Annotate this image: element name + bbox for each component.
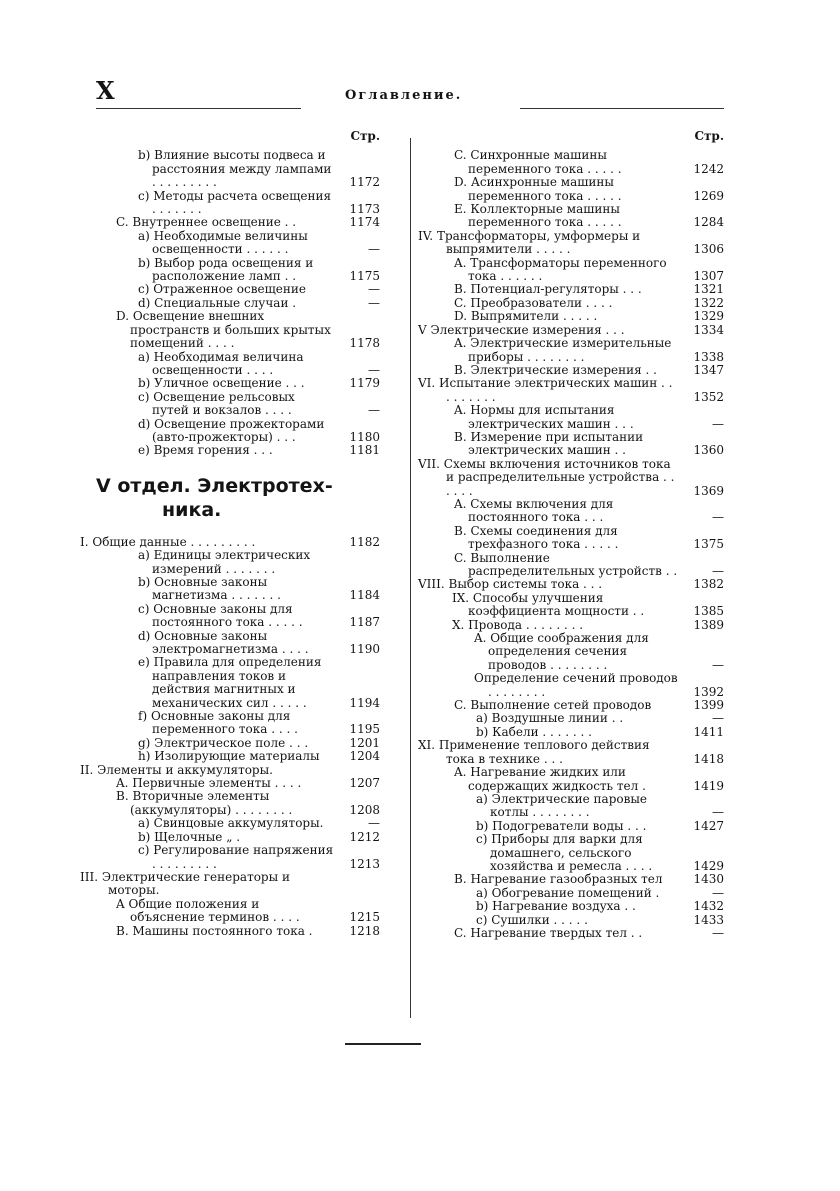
toc-entry xyxy=(418,927,724,940)
toc-entry xyxy=(80,925,380,938)
toc-entry-page: 1195 xyxy=(349,722,380,737)
toc-entry xyxy=(80,377,380,390)
toc-entry xyxy=(418,712,724,725)
toc-entry-page: 1385 xyxy=(693,604,724,619)
toc-entry-title: A. Электрические измерительные приборы . . . . . . . . xyxy=(454,336,672,364)
toc-entry-title: c) Методы расчета освещения . . . . . . . xyxy=(138,188,332,217)
section-title xyxy=(80,474,380,522)
toc-entry xyxy=(80,630,380,657)
toc-entry xyxy=(418,297,724,310)
toc-entry-page: 1382 xyxy=(693,577,724,592)
toc-entry-title: C. Внутреннее освещение . . xyxy=(116,215,297,230)
toc-entry xyxy=(418,176,724,203)
toc-entry-title: B. Машины постоянного тока . xyxy=(116,923,313,938)
toc-entry-title: c) Приборы для варки для домашнего, сельского хозяйства и ремесла . . . . xyxy=(476,832,653,873)
toc-entry-title: C. Нагревание твердых тел . . xyxy=(454,925,643,940)
toc-entry-page: 1418 xyxy=(693,751,724,766)
column-divider xyxy=(410,138,411,1018)
toc-entry-title: C. Выполнение сетей проводов xyxy=(454,698,652,713)
toc-entry-page: 1172 xyxy=(349,175,380,190)
toc-right-column xyxy=(418,130,724,940)
toc-entry-page: 1322 xyxy=(693,295,724,310)
toc-entry-title: V Электрические измерения . . . xyxy=(418,322,625,337)
toc-entry-page: 1204 xyxy=(349,749,380,764)
toc-entry-page: 1190 xyxy=(349,642,380,656)
toc-entry-title: c) Основные законы для постоянного тока . . . . . xyxy=(138,601,303,630)
toc-entry-page: 1181 xyxy=(349,443,380,458)
page-number: X xyxy=(96,76,115,105)
toc-entry-title: a) Обогревание помещений . xyxy=(476,885,660,900)
toc-entry-page: 1174 xyxy=(349,215,380,230)
column-heading: Стр. xyxy=(694,129,724,143)
toc-entry-page: 1307 xyxy=(693,269,724,284)
toc-entry-title: a) Свинцовые аккумуляторы. xyxy=(138,816,324,831)
toc-entry-page: 1347 xyxy=(693,362,724,377)
toc-entry xyxy=(418,578,724,591)
toc-entry xyxy=(80,190,380,217)
toc-entry-page: 1433 xyxy=(693,912,724,927)
toc-entry xyxy=(418,726,724,739)
toc-entry xyxy=(418,310,724,323)
toc-entry xyxy=(80,283,380,296)
toc-entry-title: C. Преобразователи . . . . xyxy=(454,295,613,310)
toc-entry-title: A. Первичные элементы . . . . xyxy=(116,776,302,791)
toc-entry-title: b) Щелочные „ . xyxy=(138,829,241,844)
toc-entry-title: VI. Испытание электрических машин . . . . . . . . . xyxy=(418,376,673,404)
toc-entry xyxy=(418,283,724,296)
toc-entry-title: B. Схемы соединения для трехфазного тока . . . . . xyxy=(454,523,619,552)
toc-entry-page: 1429 xyxy=(693,858,724,873)
toc-entry xyxy=(80,764,380,777)
toc-entry-page: 1419 xyxy=(693,778,724,793)
toc-entry xyxy=(418,900,724,913)
toc-entry-page: 1175 xyxy=(349,269,380,284)
toc-entry-page: 1242 xyxy=(693,161,724,176)
column-heading: Стр. xyxy=(350,129,380,143)
toc-entry-page: 1218 xyxy=(349,923,380,938)
toc-entry-page: 1306 xyxy=(693,242,724,257)
toc-entry xyxy=(80,257,380,284)
toc-entry xyxy=(418,149,724,176)
toc-entry-title: d) Основные законы электромагнетизма . . . . xyxy=(138,628,309,656)
toc-entry xyxy=(80,603,380,630)
toc-entry-title: II. Элементы и аккумуляторы. xyxy=(80,762,273,777)
toc-entry-page: — xyxy=(712,885,724,900)
toc-entry-title: IV. Трансформаторы, умформеры и выпрямители . . . . . xyxy=(418,228,641,257)
toc-entries-right xyxy=(418,149,724,940)
toc-entry xyxy=(80,831,380,844)
toc-entry-title: b) Подогреватели воды . . . xyxy=(476,818,647,833)
toc-entry-title: A. Нагревание жидких или содержащих жидкость тел . xyxy=(454,765,646,793)
toc-entry-page: 1207 xyxy=(349,776,380,791)
toc-entry xyxy=(418,766,724,793)
toc-entry-page: 1173 xyxy=(349,202,380,217)
toc-entry-page: 1215 xyxy=(349,910,380,925)
toc-left-column xyxy=(80,130,380,938)
toc-entry xyxy=(418,203,724,230)
toc-entry-title: b) Выбор рода освещения и расположение ламп . . xyxy=(138,255,314,284)
toc-entry-title: Определение сечений проводов . . . . . . . . xyxy=(474,671,678,699)
toc-entry xyxy=(418,699,724,712)
toc-entry xyxy=(418,377,724,404)
toc-entry xyxy=(80,750,380,763)
toc-entry-title: e) Время горения . . . xyxy=(138,443,273,458)
toc-entry-page: 1213 xyxy=(349,856,380,871)
toc-entry-page: 1182 xyxy=(349,534,380,549)
toc-entry xyxy=(80,844,380,871)
toc-entry-page: 1329 xyxy=(693,309,724,324)
toc-entry xyxy=(80,777,380,790)
toc-entry-title: b) Уличное освещение . . . xyxy=(138,376,305,391)
toc-entry xyxy=(418,873,724,886)
toc-entry-page: 1411 xyxy=(693,724,724,739)
toc-entry-title: D. Выпрямители . . . . . xyxy=(454,309,598,324)
bottom-rule xyxy=(345,1043,421,1045)
toc-entries-left xyxy=(80,149,380,938)
toc-entry-page: 1178 xyxy=(349,336,380,351)
toc-entry xyxy=(418,498,724,525)
toc-entry xyxy=(80,549,380,576)
toc-entry xyxy=(80,871,380,898)
toc-entry-page: 1352 xyxy=(693,389,724,404)
toc-entry-title: g) Электрическое поле . . . xyxy=(138,735,309,750)
toc-entry xyxy=(418,257,724,284)
toc-entry-page: 1360 xyxy=(693,443,724,458)
toc-entry-title: B. Вторичные элементы (аккумуляторы) . . . . . . . . xyxy=(116,789,293,817)
toc-entry xyxy=(80,898,380,925)
toc-entry-title: I. Общие данные . . . . . . . . . xyxy=(80,534,256,549)
toc-entry xyxy=(418,592,724,619)
toc-entry-title: A. Схемы включения для постоянного тока . . . xyxy=(454,496,614,525)
toc-entry-page: — xyxy=(712,564,724,578)
toc-entry-title: IX. Способы улучшения коэффициента мощности . . xyxy=(452,590,645,619)
toc-entry-title: VIII. Выбор системы тока . . . xyxy=(418,577,603,592)
toc-entry-page: — xyxy=(712,925,724,940)
toc-entry-page: 1201 xyxy=(349,735,380,750)
toc-entry-title: B. Измерение при испытании электрических машин . . xyxy=(454,429,644,458)
toc-entry-title: D. Асинхронные машины переменного тока . . . . . xyxy=(454,175,622,203)
toc-entry-title: a) Воздушные линии . . xyxy=(476,711,624,726)
toc-entry-page: 1334 xyxy=(693,322,724,337)
toc-entry xyxy=(418,431,724,458)
toc-entry-title: f) Основные законы для переменного тока . . . . xyxy=(138,709,298,737)
toc-entry xyxy=(418,914,724,927)
toc-entry-title: h) Изолирующие материалы xyxy=(138,749,320,764)
toc-entry-title: A Общие положения и объяснение терминов . . . . xyxy=(116,896,300,925)
toc-entry-page: 1284 xyxy=(693,215,724,230)
toc-entry-title: c) Сушилки . . . . . xyxy=(476,912,588,927)
toc-entry xyxy=(418,458,724,498)
toc-entry-title: C. Выполнение распределительных устройств . . xyxy=(454,550,678,578)
toc-entry-page: 1430 xyxy=(693,872,724,887)
toc-entry-title: III. Электрические генераторы и моторы. xyxy=(80,869,290,898)
toc-entry-title: b) Влияние высоты подвеса и расстояния между лампами . . . . . . . . . xyxy=(138,148,332,190)
toc-entry-title: a) Электрические паровые котлы . . . . . . . . xyxy=(476,791,648,820)
toc-entry xyxy=(418,552,724,579)
toc-entry-title: b) Основные законы магнетизма . . . . . . . xyxy=(138,574,281,603)
toc-entry xyxy=(80,737,380,750)
toc-entry-title: X. Провода . . . . . . . . xyxy=(452,617,584,632)
toc-entry-page: — xyxy=(712,805,724,820)
toc-entry-page: 1187 xyxy=(349,615,380,630)
toc-entry xyxy=(418,337,724,364)
toc-entry xyxy=(418,619,724,632)
toc-entry-page: — xyxy=(712,711,724,726)
toc-entry-page: — xyxy=(712,657,724,672)
toc-entry-page: 1432 xyxy=(693,899,724,914)
toc-entry-title: c) Регулирование напряжения . . . . . . . . . xyxy=(138,843,334,871)
toc-entry-page: 1399 xyxy=(693,698,724,713)
toc-entry xyxy=(80,576,380,603)
toc-entry-title: c) Освещение рельсовых путей и вокзалов . . . . xyxy=(138,389,295,418)
toc-entry-page: — xyxy=(368,242,380,257)
toc-entry xyxy=(80,297,380,310)
toc-entry xyxy=(80,149,380,189)
toc-entry-title: C. Синхронные машины переменного тока . . . . . xyxy=(454,148,622,176)
toc-entry-page: — xyxy=(368,295,380,310)
toc-entry-page: 1427 xyxy=(693,818,724,833)
toc-entry-title: B. Потенциал-регуляторы . . . xyxy=(454,282,642,297)
toc-entry xyxy=(80,444,380,457)
toc-entry-page: 1269 xyxy=(693,188,724,203)
toc-entry-page: 1184 xyxy=(349,588,380,603)
toc-entry-title: A. Общие соображения для определения сечения проводов . . . . . . . . xyxy=(474,631,649,672)
toc-entry xyxy=(80,790,380,817)
toc-entry xyxy=(80,351,380,378)
toc-entry-page: 1180 xyxy=(349,429,380,444)
toc-entry-page: 1338 xyxy=(693,349,724,364)
toc-entry-title: A. Трансформаторы переменного тока . . . . . . xyxy=(454,255,667,284)
toc-entry-title: b) Кабели . . . . . . . xyxy=(476,724,592,739)
toc-entry-title: XI. Применение теплового действия тока в технике . . . xyxy=(418,738,650,766)
toc-entry xyxy=(80,230,380,257)
toc-entry xyxy=(418,833,724,873)
toc-entry xyxy=(418,230,724,257)
toc-entry xyxy=(418,525,724,552)
toc-entry-page: 1212 xyxy=(349,829,380,844)
toc-entry xyxy=(418,887,724,900)
toc-entry-page: 1389 xyxy=(693,617,724,632)
toc-entry-page: 1321 xyxy=(693,282,724,297)
toc-entry-title: a) Необходимая величина освещенности . . . . xyxy=(138,349,304,377)
toc-entry xyxy=(80,656,380,710)
toc-entry-page: 1208 xyxy=(349,802,380,817)
toc-entry xyxy=(418,739,724,766)
toc-entry xyxy=(80,310,380,350)
toc-entry-page: — xyxy=(368,362,380,377)
toc-entry xyxy=(80,710,380,737)
toc-entry xyxy=(418,820,724,833)
toc-entry xyxy=(418,672,724,699)
toc-entry xyxy=(418,324,724,337)
toc-entry-title: a) Единицы электрических измерений . . . . . . . xyxy=(138,548,311,576)
toc-entry-title: B. Электрические измерения . . xyxy=(454,362,657,377)
toc-entry xyxy=(80,216,380,229)
header-rule-left xyxy=(96,108,301,109)
section-title-line: V отдел. Электротех- xyxy=(96,474,333,497)
toc-entry-page: — xyxy=(368,816,380,831)
toc-entry xyxy=(418,793,724,820)
running-title: Оглавление. xyxy=(345,88,463,103)
toc-entry xyxy=(80,817,380,830)
toc-entry-title: b) Нагревание воздуха . . xyxy=(476,899,636,914)
toc-entry-title: A. Нормы для испытания электрических машин . . . xyxy=(454,403,634,431)
toc-entry-title: D. Освещение внешних пространств и больших крытых помещений . . . . xyxy=(116,309,331,351)
toc-entry-page: 1179 xyxy=(349,376,380,391)
section-title-line: ника. xyxy=(162,498,222,521)
toc-entry-page: — xyxy=(712,416,724,431)
toc-entry-title: a) Необходимые величины освещенности . . . . . . xyxy=(138,228,308,257)
toc-entry xyxy=(418,404,724,431)
toc-entry-title: E. Коллекторные машины переменного тока . . . . . xyxy=(454,202,622,230)
toc-entry xyxy=(80,391,380,418)
toc-entry-page: — xyxy=(368,403,380,418)
toc-entry-page: 1375 xyxy=(693,537,724,552)
toc-entry-title: d) Освещение прожекторами (авто-прожекторы) . . . xyxy=(138,416,325,444)
toc-entry-title: VII. Схемы включения источников тока и распределительные устройства . . . . . . xyxy=(418,456,675,498)
toc-entry xyxy=(418,364,724,377)
toc-entry-page: 1369 xyxy=(693,483,724,498)
toc-entry-page: — xyxy=(712,510,724,525)
toc-entry-page: 1392 xyxy=(693,684,724,699)
header-rule-right xyxy=(520,108,724,109)
toc-entry xyxy=(418,632,724,672)
toc-entry xyxy=(80,418,380,445)
toc-entry-page: — xyxy=(368,282,380,297)
toc-entry-title: d) Специальные случаи . xyxy=(138,295,297,310)
toc-entry-title: c) Отраженное освещение xyxy=(138,282,306,297)
toc-entry-title: B. Нагревание газообразных тел xyxy=(454,872,663,887)
toc-entry xyxy=(80,536,380,549)
toc-entry-title: e) Правила для определения направления токов и действия магнитных и механических сил . . . . . xyxy=(138,655,322,710)
toc-entry-page: 1194 xyxy=(349,695,380,710)
